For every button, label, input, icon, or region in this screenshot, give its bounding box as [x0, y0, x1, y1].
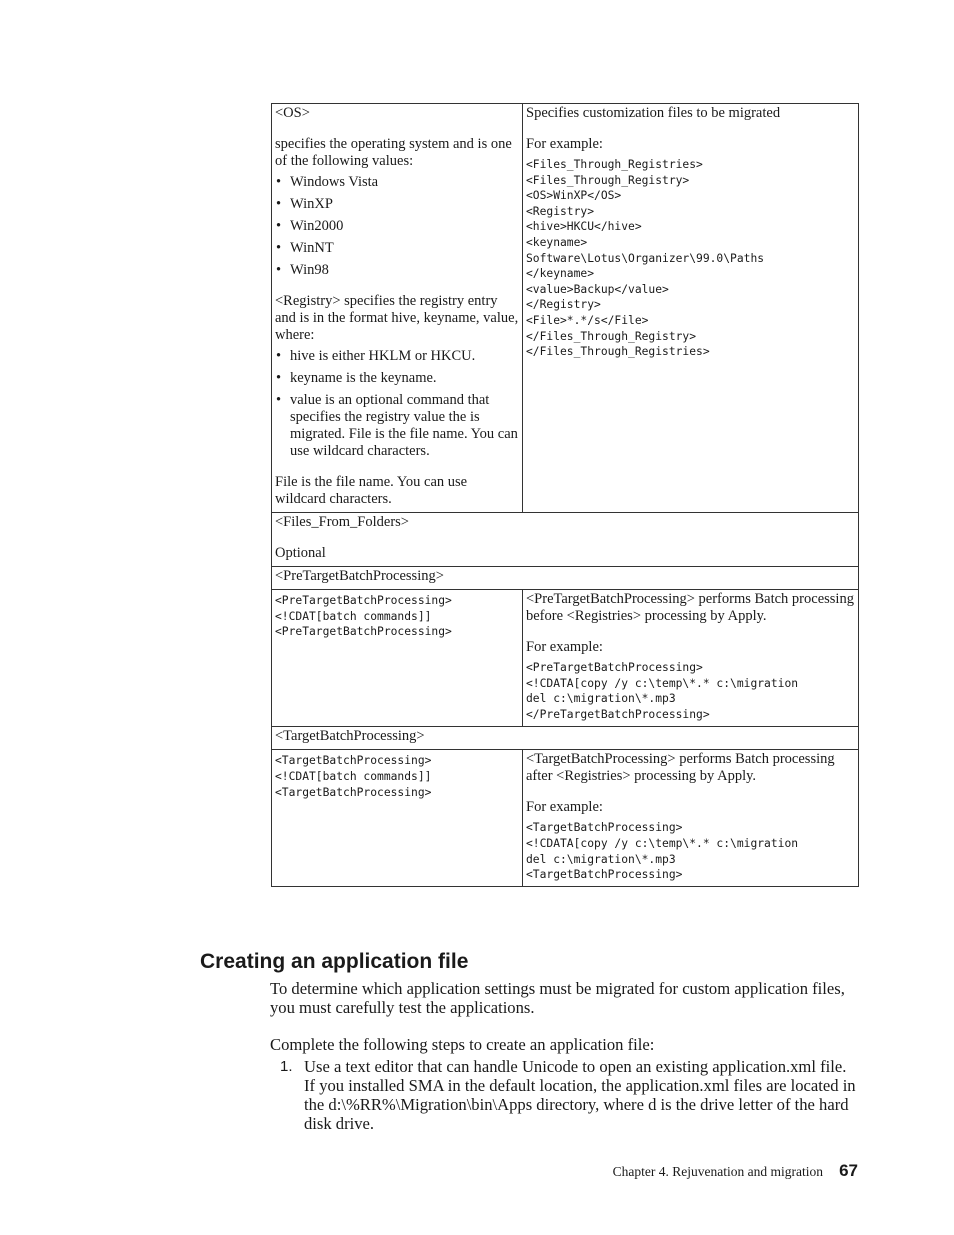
file-description: File is the file name. You can use wildcard characters.	[275, 474, 468, 507]
list-item: • Win2000	[275, 218, 519, 235]
target-description: <TargetBatchProcessing> performs Batch processing after <Registries> processing by Apply.	[526, 751, 835, 785]
table-cell	[523, 750, 859, 886]
pretarget-header: <PreTargetBatchProcessing>	[275, 568, 444, 584]
os-values-list	[275, 174, 519, 279]
example-label: For example:	[526, 136, 603, 152]
table-cell	[523, 590, 859, 727]
optional-note: Optional	[275, 545, 326, 561]
xml-elements-table	[271, 103, 859, 887]
code-example: <Files_Through_Registries> <Files_Through_Registry> <OS>WinXP</OS> <Registry> <hive>HKCU</hive> <keyname> Software\Lotus\Organizer\99.0\Paths </keyname> <value>Backup</value> </Registry> <File>*.*/s</File> </Files_Through_Registry> </Files_Through_Registries>	[526, 158, 765, 359]
pretarget-description: <PreTargetBatchProcessing> performs Batch processing before <Registries> processing by Apply.	[526, 591, 854, 624]
list-item: • Windows Vista	[275, 174, 519, 191]
steps-intro: Complete the following steps to create an application file:	[270, 1035, 655, 1054]
registry-description: <Registry> specifies the registry entry and is in the format hive, keyname, value, where:	[275, 293, 519, 343]
code-example: <PreTargetBatchProcessing> <!CDATA[copy /y c:\temp\*.* c:\migration del c:\migration\*.mp3 </PreTargetBatchProcessing>	[526, 661, 799, 721]
code-example: <TargetBatchProcessing> <!CDATA[copy /y c:\temp\*.* c:\migration del c:\migration\*.mp3 <TargetBatchProcessing>	[526, 821, 799, 882]
target-syntax: <TargetBatchProcessing> <!CDAT[batch commands]] <TargetBatchProcessing>	[275, 754, 432, 799]
intro-paragraph: To determine which application settings must be migrated for custom application files, you must carefully test the applications.	[270, 979, 845, 1017]
footer-chapter: Chapter 4. Rejuvenation and migration	[612, 1164, 823, 1179]
customization-title: Specifies customization files to be migrated	[526, 105, 781, 121]
step-text: Use a text editor that can handle Unicode to open an existing application.xml file. If you installed SMA in the default location, the application.xml files are located in the d:\%RR%\Migration\bin\Apps directory, where d is the drive letter of the hard disk drive.	[304, 1057, 856, 1133]
table-cell	[272, 513, 859, 567]
list-item: • hive is either HKLM or HKCU.	[275, 348, 519, 365]
os-description: specifies the operating system and is one of the following values:	[275, 136, 512, 169]
files-from-folders-tag: <Files_From_Folders>	[275, 514, 409, 530]
table-row	[272, 513, 859, 567]
os-tag: <OS>	[275, 105, 310, 121]
table-row	[272, 727, 859, 750]
table-cell	[523, 104, 859, 513]
table-row	[272, 104, 859, 513]
step-number: 1.	[280, 1058, 293, 1075]
list-item: • keyname is the keyname.	[275, 370, 519, 387]
registry-items-list	[275, 348, 519, 460]
list-item: • WinNT	[275, 240, 519, 257]
example-label: For example:	[526, 639, 603, 655]
target-header: <TargetBatchProcessing>	[275, 728, 425, 745]
list-item: • value is an optional command that specifies the registry value the is migrated. File is the file name. You can use wildcard characters.	[275, 392, 519, 460]
table-row	[272, 750, 859, 886]
list-item: • WinXP	[275, 196, 519, 213]
pretarget-syntax: <PreTargetBatchProcessing> <!CDAT[batch commands]] <PreTargetBatchProcessing>	[275, 594, 452, 639]
table-row	[272, 567, 859, 590]
table-cell	[272, 104, 523, 513]
list-item	[280, 1057, 860, 1133]
page-number: 67	[839, 1161, 858, 1180]
list-item: • Win98	[275, 262, 519, 279]
table-row	[272, 590, 859, 727]
table-cell	[272, 750, 523, 886]
table-cell	[272, 590, 523, 727]
example-label: For example:	[526, 799, 603, 816]
table-cell	[272, 567, 859, 590]
section-heading: Creating an application file	[200, 950, 469, 973]
table-cell	[272, 727, 859, 750]
